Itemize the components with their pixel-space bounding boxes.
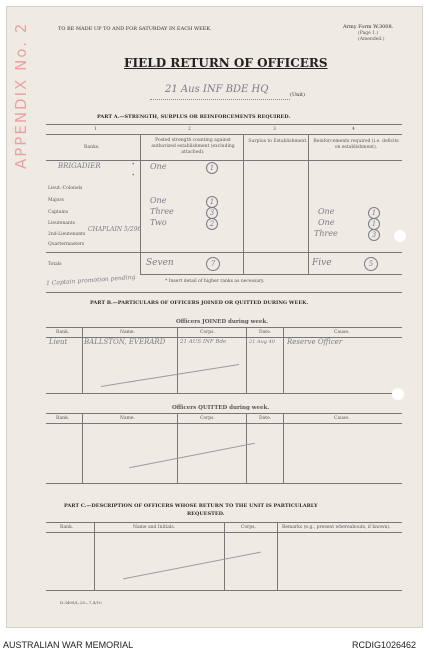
totals-label: Totals [48, 262, 62, 267]
part-a-number-rule [46, 134, 402, 135]
col-number-4: 4 [352, 127, 355, 132]
part-c-col-rank: Rank. [60, 525, 74, 530]
quitted-col-cause: Cause. [334, 416, 350, 421]
reinf-row-5: One [318, 207, 335, 216]
archive-footer [0, 636, 429, 654]
posted-row-5: Three [150, 207, 174, 216]
posted-count-row-4: 1 [206, 196, 218, 208]
rank-row-1: BRIGADIER [58, 162, 101, 170]
archive-source: AUSTRALIAN WAR MEMORIAL [3, 640, 134, 650]
rank-row-4: Majors [48, 198, 64, 203]
archive-reference: RCDIG1026462 [352, 640, 417, 650]
posted-row-4: One [150, 196, 167, 205]
posted-count-row-5: 3 [206, 207, 218, 219]
instruction-text: TO BE MADE UP TO AND FOR SATURDAY IN EACH WEEK. [58, 26, 212, 32]
joined-col-cause: Cause. [334, 330, 350, 335]
totals-reinf: Five [312, 258, 332, 268]
part-a-col-divider-1 [140, 134, 141, 274]
part-a-heading: PART A.—STRENGTH, SURPLUS OR REINFORCEMENTS REQUIRED. [97, 114, 291, 120]
chaplain-note: CHAPLAIN 5/296 [88, 226, 142, 233]
quitted-title: Officers QUITTED during week. [172, 405, 270, 411]
totals-posted: Seven [146, 258, 174, 268]
reinf-row-7: Three [314, 229, 338, 238]
posted-count-row-1: 1 [206, 162, 218, 174]
unit-underline [150, 99, 290, 100]
joined-col-date: Date. [259, 330, 272, 335]
reinf-row-6: One [318, 218, 335, 227]
quitted-bottom-rule [46, 483, 402, 484]
part-c-heading-line-1: PART C.—DESCRIPTION OF OFFICERS WHOSE RETURN TO THE UNIT IS PARTICULARLY [64, 503, 318, 509]
part-a-col-divider-3 [308, 134, 309, 274]
part-c-divider-3 [277, 522, 278, 590]
rank-row-5: Captains [48, 210, 69, 215]
part-c-col-name: Name and Initials. [133, 525, 176, 530]
header-ranks: Ranks. [84, 145, 100, 150]
appendix-stamp: APPENDIX No. 2 [12, 21, 30, 169]
reinf-count-row-7: 3 [368, 229, 380, 241]
form-page: (Page 1.) [358, 31, 379, 36]
quitted-divider-4 [283, 413, 284, 483]
posted-row-1: One [150, 162, 167, 171]
quitted-divider-1 [82, 413, 83, 483]
form-number: Army Form W.3008. [343, 24, 394, 30]
col-number-2: 2 [188, 127, 191, 132]
part-c-divider-2 [224, 522, 225, 590]
joined-title: Officers JOINED during week. [176, 319, 269, 325]
totals-posted-count: 7 [206, 257, 220, 271]
joined-cause: Reserve Officer [287, 338, 343, 346]
reinf-count-row-5: 1 [368, 207, 380, 219]
joined-date: 21 Aug 40 [249, 339, 275, 345]
posted-row-6: Two [150, 218, 167, 227]
quitted-col-rank: Rank. [56, 416, 70, 421]
margin-note: 1 Captain promotion pending [45, 273, 136, 288]
punch-hole-top [394, 230, 406, 242]
unit-label: (Unit) [290, 92, 305, 98]
quitted-header-rule [46, 423, 402, 424]
joined-rank: Lieut [49, 338, 68, 346]
quitted-top-rule [46, 413, 402, 414]
quitted-divider-3 [246, 413, 247, 483]
reinf-count-row-6: 1 [368, 218, 380, 230]
joined-col-rank: Rank. [56, 330, 70, 335]
part-b-heading: PART B.—PARTICULARS OF OFFICERS JOINED OR QUITTED DURING WEEK. [90, 300, 309, 306]
joined-col-corps: Corps. [200, 330, 215, 335]
joined-divider-1 [82, 327, 83, 393]
posted-count-row-6: 2 [206, 218, 218, 230]
part-c-heading-line-2: REQUESTED. [187, 511, 225, 517]
joined-top-rule [46, 327, 402, 328]
col-number-3: 3 [273, 127, 276, 132]
rank-row-3: Lieut.-Colonels [48, 186, 83, 191]
part-b-top-rule [46, 292, 402, 293]
header-reinforcements: Reinforcements required (i.e. deficits on establishment). [313, 139, 399, 150]
part-a-col-divider-2 [243, 134, 244, 274]
part-c-bottom-rule [46, 590, 402, 591]
part-a-top-rule [46, 124, 402, 125]
quitted-col-name: Name. [120, 416, 135, 421]
print-code: D.3408/L.28—7,4/10 [60, 600, 102, 605]
part-a-bottom-rule [140, 274, 402, 275]
asterisk-2: * [132, 174, 135, 179]
totals-reinf-count: 5 [364, 257, 378, 271]
part-a-totals-rule [46, 252, 402, 253]
rank-row-8: Quartermasters [48, 242, 85, 247]
unit-value: 21 Aus INF BDE HQ [165, 84, 269, 95]
quitted-divider-2 [177, 413, 178, 483]
form-note: (Amended.) [358, 37, 385, 42]
part-c-divider-1 [94, 522, 95, 590]
joined-divider-2 [177, 327, 178, 393]
part-c-col-corps: Corps. [241, 525, 256, 530]
col-number-1: 1 [94, 127, 97, 132]
rank-row-6: Lieutenants [48, 221, 76, 226]
quitted-col-corps: Corps. [200, 416, 215, 421]
asterisk-1: * [132, 163, 135, 168]
punch-hole-bottom [392, 388, 404, 400]
part-a-footnote: * Insert detail of higher ranks as necessary. [165, 279, 265, 284]
header-posted: Posted strength counting against authorized establishment (excluding attached). [151, 138, 235, 155]
page-title: FIELD RETURN OF OFFICERS [124, 56, 328, 70]
header-surplus: Surplus to Establishment. [248, 139, 308, 144]
joined-name: BALLSTON, EVERARD [84, 338, 166, 346]
part-a-header-rule [46, 160, 402, 161]
joined-divider-3 [246, 327, 247, 393]
joined-divider-4 [283, 327, 284, 393]
part-c-col-remarks: Remarks (e.g., present whereabouts, if known). [282, 525, 391, 530]
joined-corps: 21 AUS INF Bde [180, 339, 227, 345]
quitted-col-date: Date. [259, 416, 272, 421]
rank-row-7: 2nd-Lieutenants [48, 232, 86, 237]
joined-col-name: Name. [120, 330, 135, 335]
joined-bottom-rule [46, 393, 402, 394]
